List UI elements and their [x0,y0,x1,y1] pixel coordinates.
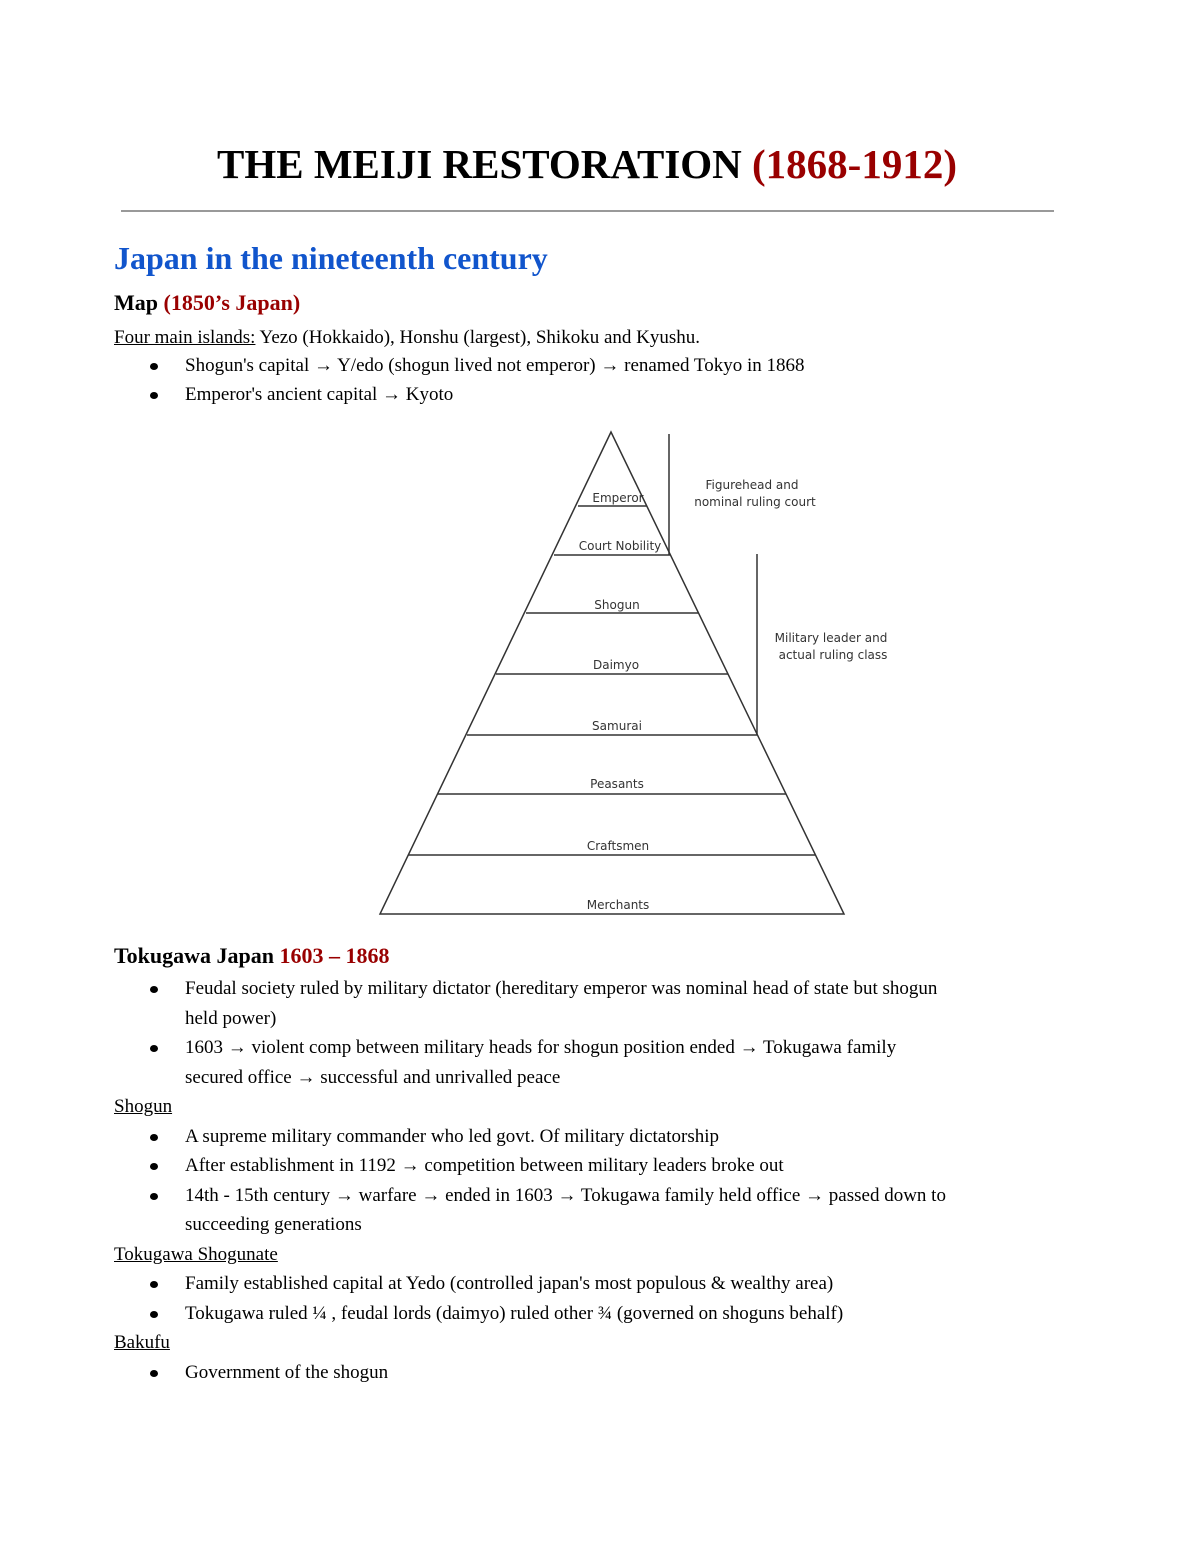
bullet-text: 14th - 15th century → warfare → ended in 1603 → Tokugawa family held office → passed down to [185,1184,946,1206]
title-years: (1868-1912) [752,141,957,187]
tier-label-samurai: Samurai [592,719,642,733]
title-main: THE MEIJI RESTORATION [217,141,742,187]
bullet-dot [150,1311,158,1318]
islands-line [114,324,700,352]
bracket1-line1: Figurehead and [705,478,799,492]
title-rule [121,210,1054,212]
subheading-shogun: Shogun [114,1096,173,1117]
tier-label-shogun: Shogun [594,598,640,612]
bullet-dot [150,1163,158,1170]
bracket2-line1: Military leader and [774,631,888,645]
section-heading: Japan in the nineteenth century [114,240,548,276]
tier-label-craftsmen: Craftsmen [586,839,650,853]
tier-label-merchants: Merchants [586,898,650,912]
tier-label-emperor: Emperor [592,491,644,505]
subheading-tokugawa-shogunate: Tokugawa Shogunate [114,1243,278,1265]
bullet-text: succeeding generations [185,1214,362,1235]
document-title [0,140,1174,188]
bullet-text: Government of the shogun [185,1361,389,1383]
bullet-dot [150,363,158,370]
islands-label: Four main islands: [114,327,256,348]
bullet-dot [150,1370,158,1377]
bullet-text: A supreme military commander who led govt. Of military dictatorship [185,1125,719,1147]
tokugawa-heading [114,943,389,969]
bullet-text: secured office → successful and unrivalled peace [185,1066,561,1088]
bullet-text: After establishment in 1192 → competition between military leaders broke out [185,1155,784,1176]
bullet-dot [150,986,158,993]
bullet-text: 1603 → violent comp between military heads for shogun position ended → Tokugawa family [185,1037,897,1058]
social-hierarchy-pyramid [370,425,910,925]
bracket1-line2: nominal ruling court [694,495,816,509]
map-heading-label: Map [114,290,158,315]
bullet-dot [150,1281,158,1288]
subheading-bakufu: Bakufu [114,1332,170,1353]
bullet-text: Shogun's capital → Y/edo (shogun lived not emperor) → renamed Tokyo in 1868 [185,355,805,376]
tokugawa-heading-label: Tokugawa Japan [114,943,274,968]
tokugawa-heading-red: 1603 – 1868 [279,943,390,968]
map-heading-red: (1850’s Japan) [163,290,301,315]
islands-text: Yezo (Hokkaido), Honshu (largest), Shikoku and Kyushu. [255,327,700,348]
bullet-dot [150,1193,158,1200]
bullet-text: Emperor's ancient capital → Kyoto [185,384,454,405]
map-heading [114,290,300,316]
tier-label-court-nobility: Court Nobility [578,539,662,553]
bracket2-line2: actual ruling class [778,648,888,662]
bullet-text: Feudal society ruled by military dictator (hereditary emperor was nominal head of state but shogun [185,978,938,999]
bullet-text: Tokugawa ruled ¼ , feudal lords (daimyo) ruled other ¾ (governed on shoguns behalf) [185,1302,844,1324]
bullet-text: held power) [185,1007,277,1029]
tier-label-peasants: Peasants [590,777,644,791]
bullet-text: Family established capital at Yedo (controlled japan's most populous & wealthy area) [185,1273,834,1294]
bullet-dot [150,1134,158,1141]
tier-label-daimyo: Daimyo [592,658,640,672]
bullet-dot [150,1045,158,1052]
bullet-dot [150,392,158,399]
